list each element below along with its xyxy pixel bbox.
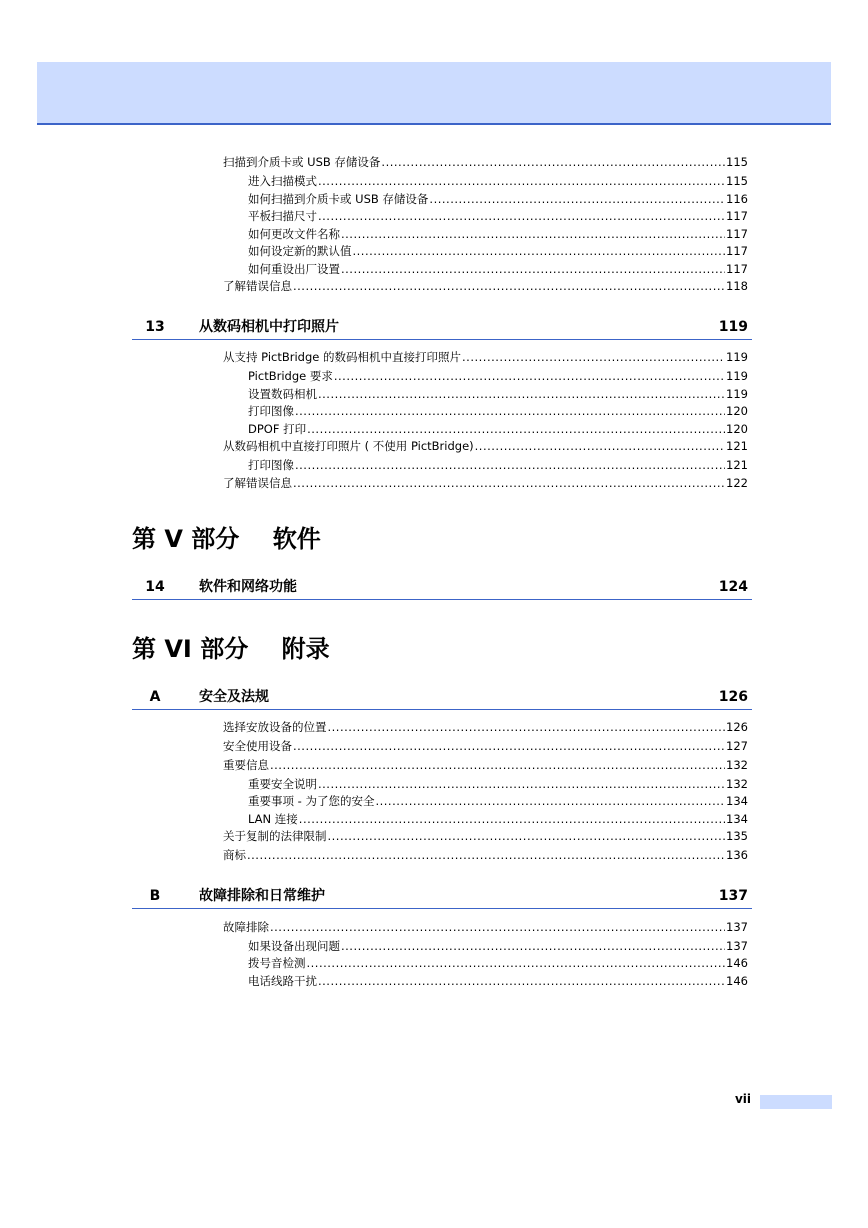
- toc-entry[interactable]: 平板扫描尺寸 ..... 117: [248, 207, 748, 225]
- chapter-title: 软件和网络功能: [199, 579, 297, 595]
- toc-entry[interactable]: 扫描到介质卡或 USB 存储设备 ..... 115: [223, 153, 748, 171]
- toc-entry[interactable]: 重要安全说明 ..... 132: [248, 775, 748, 793]
- chapter-heading-13[interactable]: [132, 317, 752, 340]
- toc-entry[interactable]: 从数码相机中直接打印照片 ( 不使用 PictBridge) ..... 121: [223, 437, 748, 455]
- toc-entry[interactable]: PictBridge 要求 ..... 119: [248, 367, 748, 385]
- toc-entry[interactable]: 电话线路干扰 ..... 146: [248, 972, 748, 990]
- toc-entry[interactable]: 重要事项 - 为了您的安全 ..... 134: [248, 792, 748, 810]
- toc-entry[interactable]: 商标 ..... 136: [223, 846, 748, 864]
- toc-entry[interactable]: LAN 连接 ..... 134: [248, 810, 748, 828]
- toc-entry[interactable]: 如何更改文件名称 ..... 117: [248, 225, 748, 243]
- chapter-number: B: [149, 888, 161, 904]
- toc-entry[interactable]: 进入扫描模式 ..... 115: [248, 172, 748, 190]
- chapter-title: 故障排除和日常维护: [199, 888, 325, 904]
- chapter-number: 14: [145, 579, 165, 595]
- toc-entry[interactable]: 如何重设出厂设置 ..... 117: [248, 260, 748, 278]
- toc-entry[interactable]: 拨号音检测 ..... 146: [248, 954, 748, 972]
- toc-entry[interactable]: DPOF 打印 ..... 120: [248, 420, 748, 438]
- toc-entry[interactable]: 了解错误信息 ..... 118: [223, 277, 748, 295]
- toc-entry[interactable]: 打印图像 ..... 121: [248, 456, 748, 474]
- toc-entry[interactable]: 选择安放设备的位置 ..... 126: [223, 718, 748, 736]
- toc-entry[interactable]: 打印图像 ..... 120: [248, 402, 748, 420]
- chapter-page: 137: [718, 888, 748, 904]
- page-number: vii: [734, 1092, 751, 1106]
- toc-entry[interactable]: 故障排除 ..... 137: [223, 918, 748, 936]
- toc-entry[interactable]: 设置数码相机 ..... 119: [248, 385, 748, 403]
- toc-entry[interactable]: 了解错误信息 ..... 122: [223, 474, 748, 492]
- toc-entry[interactable]: 如何扫描到介质卡或 USB 存储设备 ..... 116: [248, 190, 748, 208]
- header-band: [37, 62, 831, 125]
- chapter-page: 124: [718, 579, 748, 595]
- part-heading-v: 第 V 部分 软件: [132, 525, 321, 553]
- chapter-title: 安全及法规: [199, 689, 269, 705]
- footer-band: [760, 1095, 832, 1109]
- chapter-heading-14[interactable]: [132, 577, 752, 600]
- toc-entry[interactable]: 从支持 PictBridge 的数码相机中直接打印照片 ..... 119: [223, 348, 748, 366]
- toc-entry[interactable]: 重要信息 ..... 132: [223, 756, 748, 774]
- chapter-page: 119: [718, 319, 748, 335]
- toc-entry[interactable]: 如何设定新的默认值 ..... 117: [248, 242, 748, 260]
- chapter-number: 13: [145, 319, 165, 335]
- part-heading-vi: 第 VI 部分 附录: [132, 635, 330, 663]
- chapter-heading-a[interactable]: [132, 687, 752, 710]
- chapter-page: 126: [718, 689, 748, 705]
- toc-entry[interactable]: 如果设备出现问题 ..... 137: [248, 937, 748, 955]
- chapter-heading-b[interactable]: [132, 886, 752, 909]
- chapter-title: 从数码相机中打印照片: [199, 319, 339, 335]
- toc-entry[interactable]: 关于复制的法律限制 ..... 135: [223, 827, 748, 845]
- chapter-number: A: [149, 689, 161, 705]
- toc-entry[interactable]: 安全使用设备 ..... 127: [223, 737, 748, 755]
